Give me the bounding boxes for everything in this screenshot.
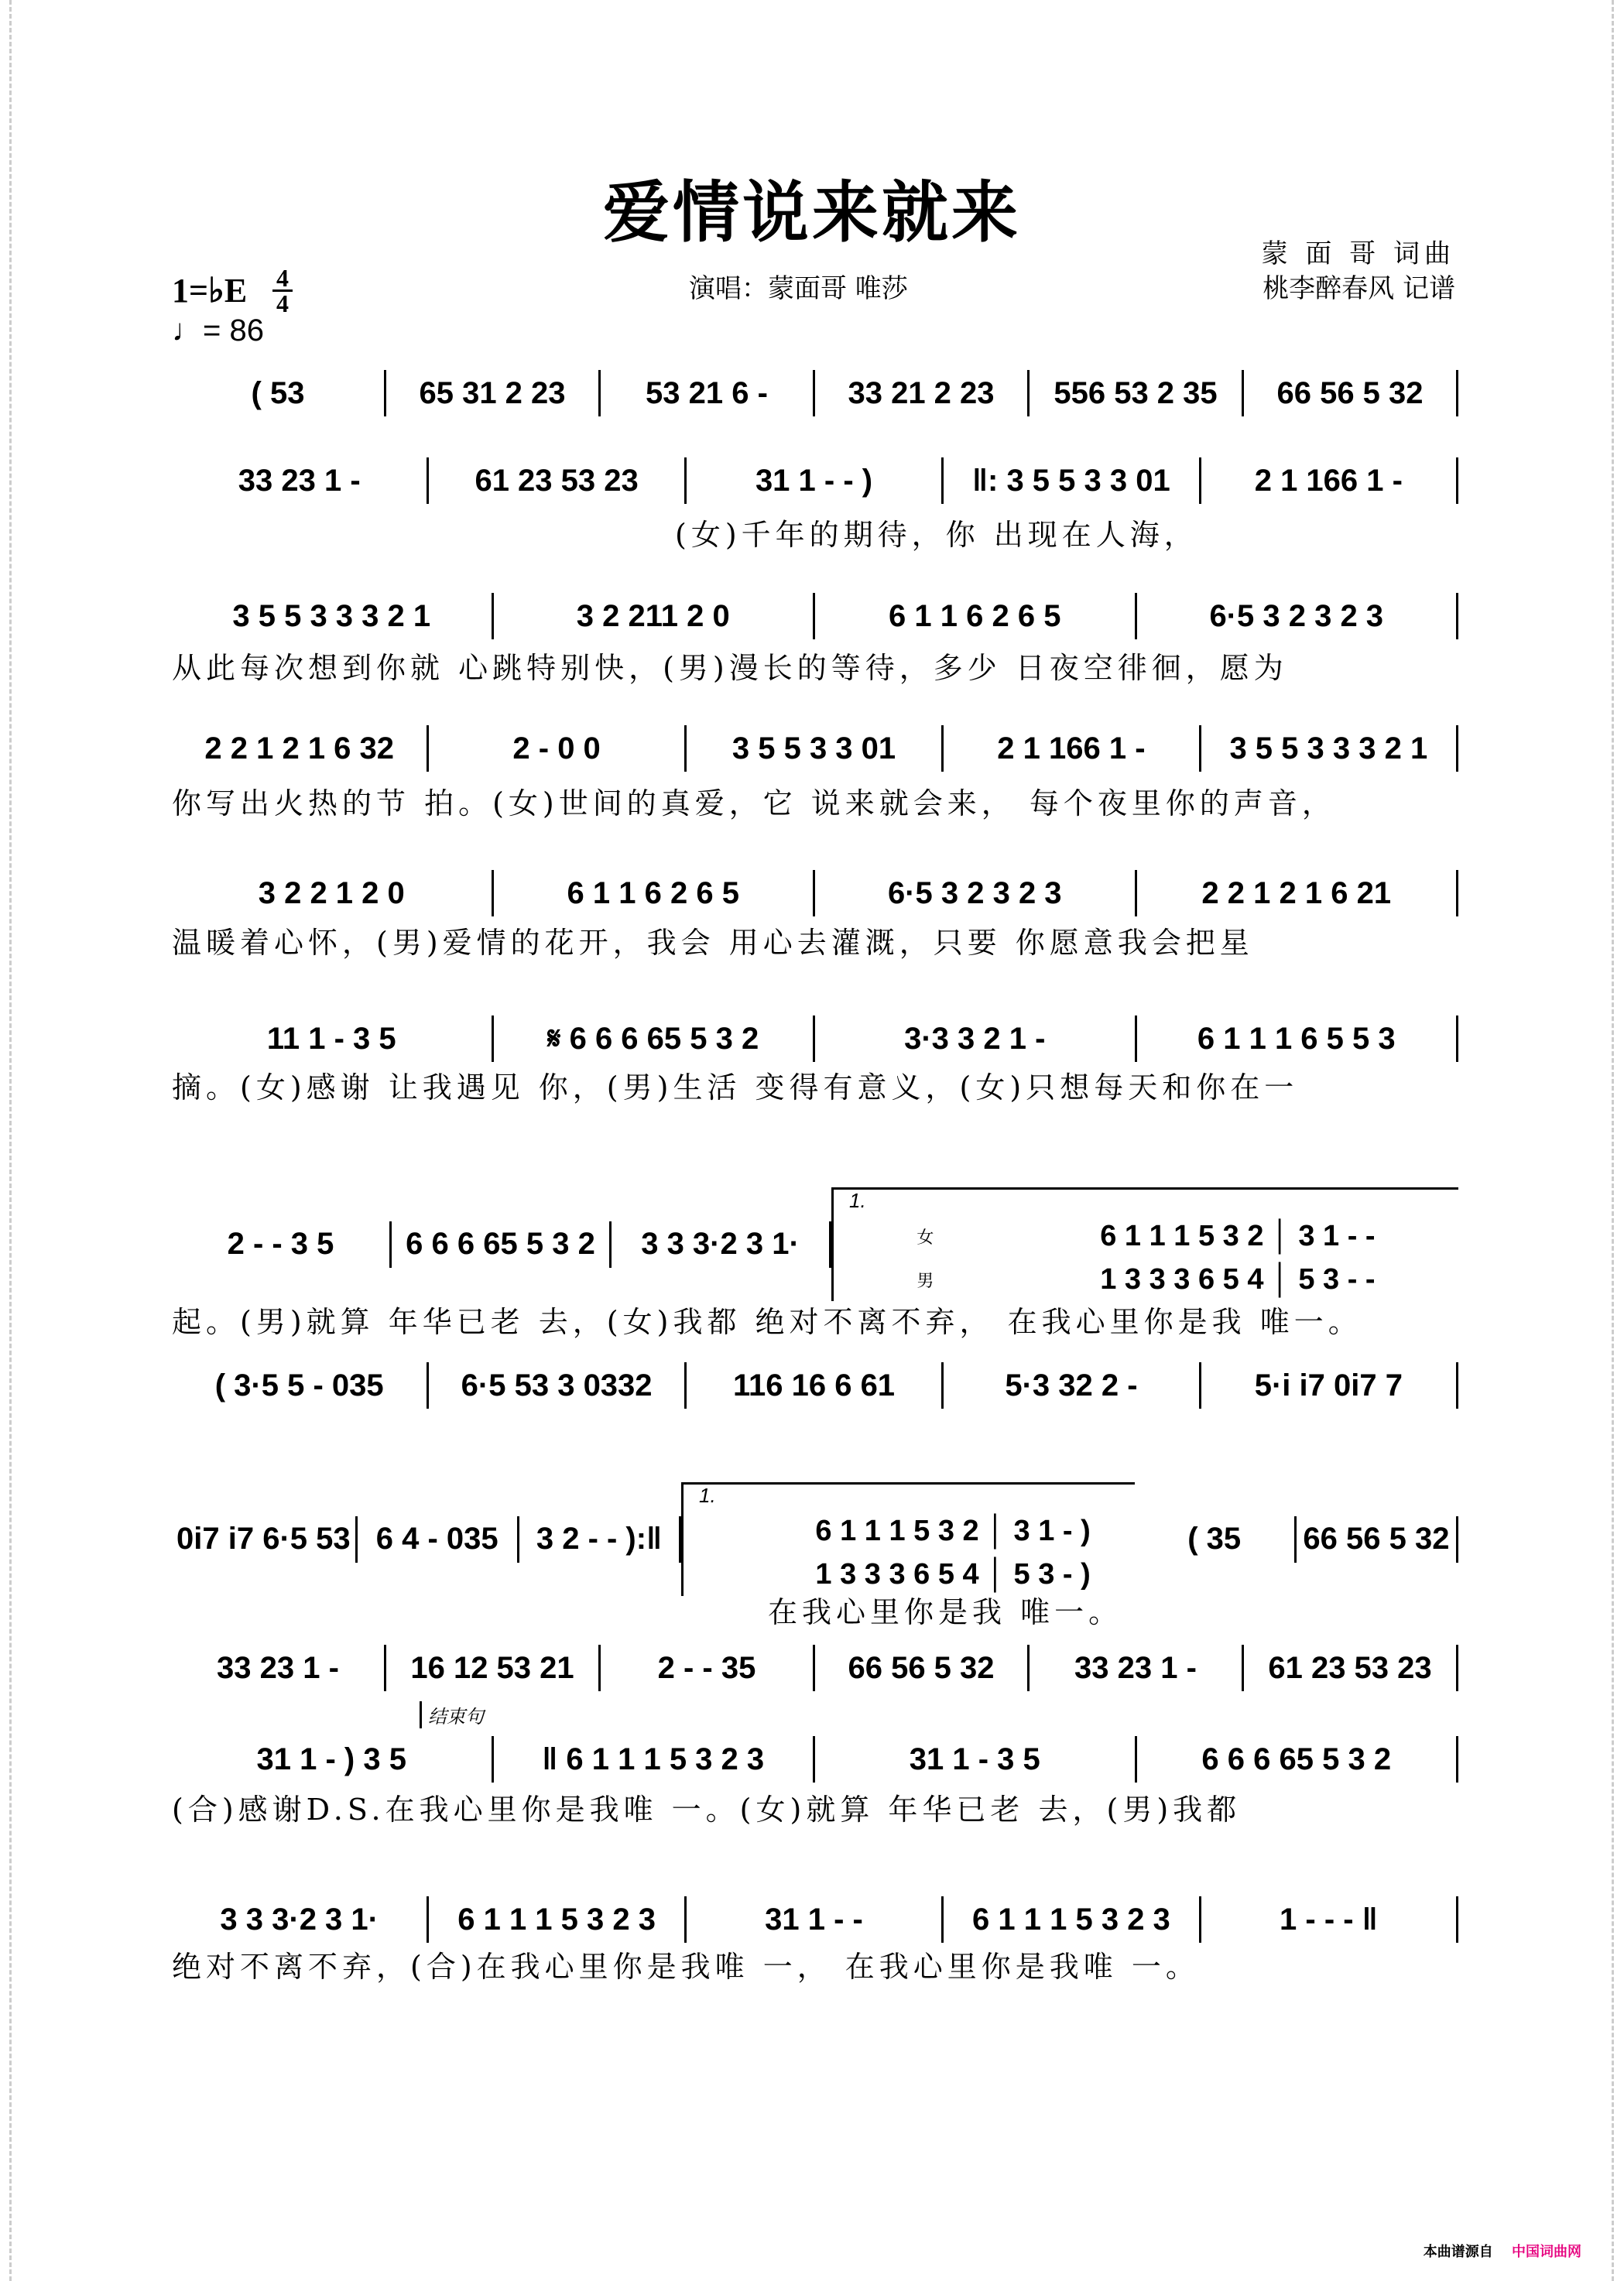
measure: 6 1 1 6 2 6 5 bbox=[494, 870, 816, 916]
notation-row bbox=[172, 1707, 1458, 1783]
measure: 3 3 3·2 3 1· bbox=[612, 1221, 831, 1268]
time-bottom: 4 bbox=[276, 289, 289, 317]
notation-row bbox=[172, 1482, 1458, 1596]
lyrics-line: 温暖着心怀，(男)爱情的花开，我会 用心去灌溉，只要 你愿意我会把星 bbox=[172, 926, 1254, 960]
lyrics-line: 从此每次想到你就 心跳特别快，(男)漫长的等待，多少 日夜空徘徊，愿为 bbox=[172, 651, 1288, 685]
measure: 3·3 3 2 1 - bbox=[815, 1015, 1137, 1062]
key-signature: 1=♭E bbox=[172, 272, 248, 310]
notation-row bbox=[172, 1362, 1458, 1409]
measure: 𝄋 6 6 6 65 5 3 2 bbox=[494, 1015, 816, 1062]
notation-row bbox=[172, 457, 1458, 504]
measure: 2 - - 35 bbox=[601, 1645, 815, 1691]
measure: 6 6 6 65 5 3 2 bbox=[1137, 1736, 1459, 1783]
volta-bracket bbox=[831, 1187, 1458, 1301]
measure: 2 1 166 1 - bbox=[1201, 457, 1458, 504]
measure: 3 5 5 3 3 3 2 1 bbox=[1201, 725, 1458, 772]
measure: ( 35 bbox=[1135, 1516, 1297, 1563]
lyrics-line: (合)感谢D.S.在我心里你是我唯 一。(女)就算 年华已老 去，(男)我都 bbox=[172, 1793, 1242, 1827]
measure: ( 53 bbox=[172, 370, 386, 416]
lyrics-line: 在我心里你是我 唯一。 bbox=[768, 1595, 1123, 1629]
measure: 5·3 32 2 - bbox=[944, 1362, 1201, 1409]
male-voice bbox=[684, 1553, 1135, 1596]
measure: 3 5 5 3 3 01 bbox=[687, 725, 944, 772]
measure: 33 21 2 23 bbox=[815, 370, 1030, 416]
measure: 11 1 - 3 5 bbox=[172, 1015, 494, 1062]
measure: 6·5 53 3 0332 bbox=[429, 1362, 686, 1409]
female-voice bbox=[834, 1214, 1458, 1258]
volta-bracket bbox=[681, 1482, 1135, 1596]
notation-row bbox=[172, 593, 1458, 639]
measure: 0i7 i7 6·5 53 bbox=[172, 1516, 358, 1563]
measure: 3 2 211 2 0 bbox=[494, 593, 816, 639]
measure: 6 4 - 035 bbox=[358, 1516, 519, 1563]
measure: ‖ 6 1 1 1 5 3 2 3 bbox=[494, 1736, 816, 1783]
measure: 53 21 6 - bbox=[601, 370, 815, 416]
measure: 66 56 5 32 bbox=[1297, 1516, 1458, 1563]
notation-row bbox=[172, 370, 1458, 416]
measure: 6 1 1 1 5 3 2 3 bbox=[429, 1896, 686, 1943]
notation-row bbox=[172, 1187, 1458, 1301]
measure: 31 1 - - bbox=[687, 1896, 944, 1943]
measure: 65 31 2 23 bbox=[386, 370, 601, 416]
lyrics-line: 摘。(女)感谢 让我遇见 你，(男)生活 变得有意义，(女)只想每天和你在一 bbox=[172, 1070, 1299, 1105]
footer-source bbox=[1424, 2241, 1581, 2261]
footer-source-label: 本曲谱源自 bbox=[1423, 2244, 1493, 2260]
voice-tag: 男 bbox=[916, 1270, 934, 1290]
measure: 6·5 3 2 3 2 3 bbox=[815, 870, 1137, 916]
measure: 33 23 1 - bbox=[1030, 1645, 1244, 1691]
measure: 5·i i7 0i7 7 bbox=[1201, 1362, 1458, 1409]
lyrics-line: (女)千年的期待，你 出现在人海， bbox=[675, 518, 1198, 552]
measure: 3 3 3·2 3 1· bbox=[172, 1896, 429, 1943]
time-signature bbox=[272, 266, 293, 315]
measure: 31 1 - ) 3 5 bbox=[172, 1736, 494, 1783]
measure: 3 2 - - ):‖ bbox=[519, 1516, 681, 1563]
measure: 6 1 1 1 6 5 5 3 bbox=[1137, 1015, 1459, 1062]
measure: 16 12 53 21 bbox=[386, 1645, 601, 1691]
measure: 2 - - 3 5 bbox=[172, 1221, 392, 1268]
measure: ( 3·5 5 - 035 bbox=[172, 1362, 429, 1409]
measure: 2 - 0 0 bbox=[429, 725, 686, 772]
measure: ‖: 3 5 5 3 3 01 bbox=[944, 457, 1201, 504]
measure: 1 - - - ‖ bbox=[1201, 1896, 1458, 1943]
measure: 61 23 53 23 bbox=[1244, 1645, 1458, 1691]
measure: 6·5 3 2 3 2 3 bbox=[1137, 593, 1459, 639]
female-voice bbox=[684, 1509, 1135, 1553]
notation-row bbox=[172, 1896, 1458, 1943]
measure: 116 16 6 61 bbox=[687, 1362, 944, 1409]
volta-number: 1. bbox=[849, 1189, 866, 1212]
measure: 66 56 5 32 bbox=[1244, 370, 1458, 416]
notation-row bbox=[172, 1015, 1458, 1062]
notation-credit: 桃李醉春风 记谱 bbox=[1263, 273, 1455, 304]
right-margin-border bbox=[1612, 0, 1614, 2281]
singers: 演唱：蒙面哥 唯莎 bbox=[689, 273, 908, 304]
bottom-voice-notes: 1 3 3 3 6 5 4 │ 5 3 - - bbox=[1100, 1262, 1376, 1296]
measure: 31 1 - 3 5 bbox=[815, 1736, 1137, 1783]
measure: 61 23 53 23 bbox=[429, 457, 686, 504]
measure: 6 1 1 6 2 6 5 bbox=[815, 593, 1137, 639]
time-top: 4 bbox=[276, 264, 289, 292]
measure: 33 23 1 - bbox=[172, 1645, 386, 1691]
measure: 556 53 2 35 bbox=[1030, 370, 1244, 416]
lyrics-line: 你写出火热的节 拍。(女)世间的真爱，它 说来就会来， 每个夜里你的声音， bbox=[172, 786, 1336, 820]
notation-row bbox=[172, 1645, 1458, 1691]
top-voice-notes: 6 1 1 1 5 3 2 │ 3 1 - - bbox=[1100, 1219, 1376, 1252]
measure: 3 2 2 1 2 0 bbox=[172, 870, 494, 916]
footer-site-link[interactable]: 中国词曲网 bbox=[1512, 2244, 1581, 2260]
lyrics-music-credit: 蒙 面 哥 词曲 bbox=[1261, 238, 1455, 269]
top-voice-notes: 6 1 1 1 5 3 2 │ 3 1 - ) bbox=[815, 1514, 1091, 1547]
notation-row bbox=[172, 725, 1458, 772]
measure: 6 6 6 65 5 3 2 bbox=[392, 1221, 612, 1268]
bottom-voice-notes: 1 3 3 3 6 5 4 │ 5 3 - ) bbox=[815, 1557, 1091, 1591]
volta-number: 1. bbox=[699, 1484, 716, 1507]
lyrics-line: 绝对不离不弃，(合)在我心里你是我唯 一， 在我心里你是我唯 一。 bbox=[172, 1950, 1200, 1984]
coda-label: 结束句 bbox=[420, 1701, 484, 1728]
voice-tag: 女 bbox=[916, 1227, 934, 1247]
measure: 2 2 1 2 1 6 21 bbox=[1137, 870, 1459, 916]
measure: 31 1 - - ) bbox=[687, 457, 944, 504]
notation-row bbox=[172, 870, 1458, 916]
measure: 3 5 5 3 3 3 2 1 bbox=[172, 593, 494, 639]
measure: 2 1 166 1 - bbox=[944, 725, 1201, 772]
song-title: 爱情说来就来 bbox=[603, 173, 1021, 252]
male-voice bbox=[834, 1258, 1458, 1301]
measure: 66 56 5 32 bbox=[815, 1645, 1030, 1691]
measure: 33 23 1 - bbox=[172, 457, 429, 504]
left-margin-border bbox=[9, 0, 12, 2281]
lyrics-line: 起。(男)就算 年华已老 去，(女)我都 绝对不离不弃， 在我心里你是我 唯一。 bbox=[172, 1305, 1362, 1339]
tempo-marking: ♩= 86 bbox=[172, 313, 264, 348]
measure: 2 2 1 2 1 6 32 bbox=[172, 725, 429, 772]
measure: 6 1 1 1 5 3 2 3 bbox=[944, 1896, 1201, 1943]
